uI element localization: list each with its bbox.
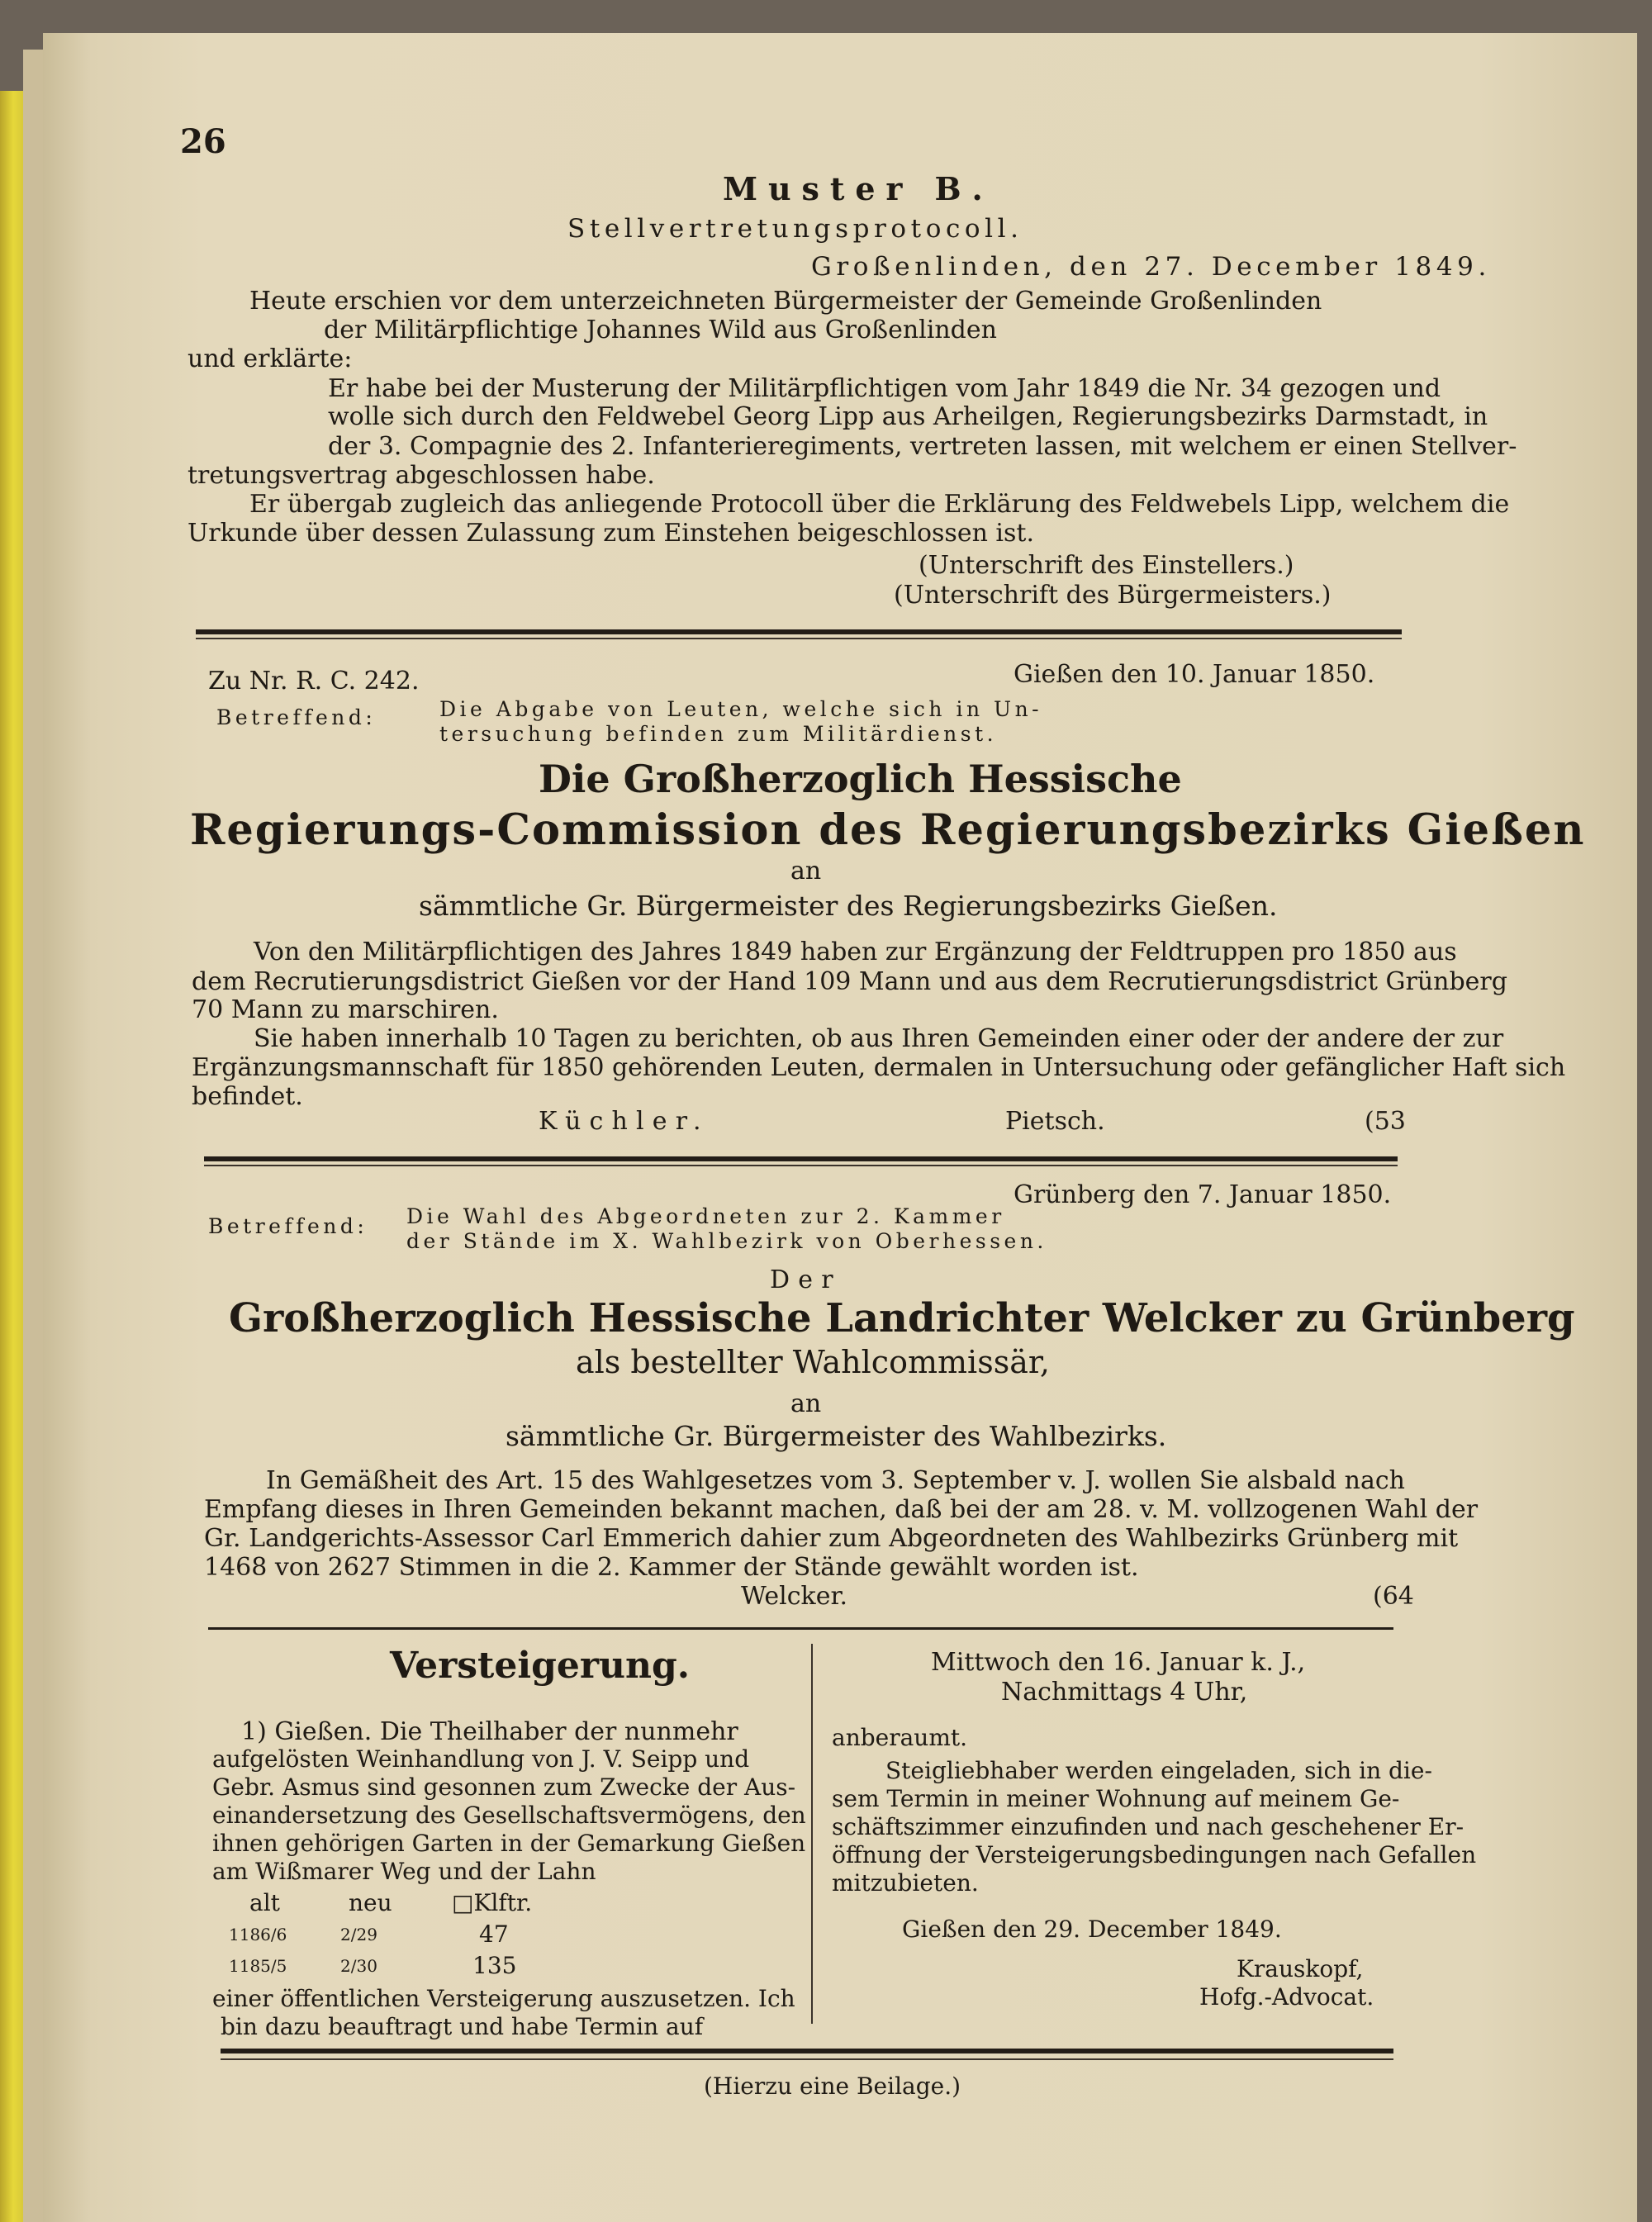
auction-left-line: 1) Gießen. Die Theilhaber der nunmehr [241, 1717, 738, 1746]
notice-line: Gr. Landgerichts-Assessor Carl Emmerich dahier zum Abgeordneten des Wahlbezirks Grünberg mit [204, 1524, 1459, 1553]
divider-rule [204, 1165, 1398, 1166]
divider-rule [196, 629, 1402, 634]
divider-rule [196, 638, 1402, 639]
auction-left-line: am Wißmarer Weg und der Lahn [212, 1858, 596, 1885]
table-header-klftr: □Klftr. [452, 1889, 533, 1916]
muster-line: Heute erschien vor dem unterzeichneten Bürgermeister der Gemeinde Großenlinden [249, 287, 1322, 316]
muster-line: der 3. Compagnie des 2. Infanterieregiments, vertreten lassen, mit welchem er einen Stellver- [328, 432, 1517, 461]
page-number: 26 [180, 122, 226, 161]
divider-rule [221, 2049, 1393, 2053]
notice-line: befindet. [192, 1082, 303, 1111]
notice-line: Empfang dieses in Ihren Gemeinden bekannt machen, daß bei der am 28. v. M. vollzogenen Wahl der [204, 1495, 1479, 1524]
notice-line: In Gemäßheit des Art. 15 des Wahlgesetzes vom 3. September v. J. wollen Sie alsbald nach [266, 1466, 1405, 1495]
auction-left-line: ihnen gehörigen Garten in der Gemarkung Gießen [212, 1830, 806, 1857]
muster-line: Urkunde über dessen Zulassung zum Einstehen beigeschlossen ist. [188, 519, 1035, 548]
notice-subheading: als bestellter Wahlcommissär, [576, 1344, 1050, 1380]
table-header-alt: alt [249, 1889, 280, 1916]
notice-an: an [790, 857, 822, 885]
notice-line: Sie haben innerhalb 10 Tagen zu berichten, ob aus Ihren Gemeinden einer oder der andere der zur [254, 1024, 1504, 1053]
divider-rule [204, 1156, 1398, 1161]
betreff-text: tersuchung befinden zum Militärdienst. [439, 722, 998, 746]
muster-line: und erklärte: [188, 344, 353, 373]
auction-right-line: öffnung der Versteigerungsbedingungen nach Gefallen [832, 1841, 1477, 1868]
auction-title: Versteigerung. [390, 1645, 691, 1687]
auction-right-line: mitzubieten. [832, 1869, 979, 1897]
notice-signer: Welcker. [741, 1582, 848, 1611]
notice-addressee: sämmtliche Gr. Bürgermeister des Regierungsbezirks Gießen. [419, 890, 1278, 922]
auction-signer: Hofg.-Advocat. [1199, 1983, 1374, 2011]
notice-date: Gießen den 10. Januar 1850. [1014, 660, 1375, 689]
muster-signature-2: (Unterschrift des Bürgermeisters.) [894, 581, 1332, 610]
notice-line: Von den Militärpflichtigen des Jahres 1849 haben zur Ergänzung der Feldtruppen pro 1850 aus [254, 938, 1457, 966]
auction-date: Gießen den 29. December 1849. [902, 1916, 1282, 1943]
table-cell-klftr: 135 [472, 1952, 517, 1979]
muster-signature-1: (Unterschrift des Einstellers.) [919, 551, 1294, 580]
table-cell-alt: 1185/5 [229, 1956, 287, 1976]
footer-note: (Hierzu eine Beilage.) [704, 2072, 961, 2100]
auction-signer: Krauskopf, [1237, 1955, 1364, 1982]
notice-line: dem Recrutierungsdistrict Gießen vor der Hand 109 Mann und aus dem Recrutierungsdistrict Grünberg [192, 967, 1507, 996]
notice-heading: Großherzoglich Hessische Landrichter Welcker zu Grünberg [229, 1295, 1575, 1341]
auction-right-line: anberaumt. [832, 1724, 968, 1751]
muster-line: tretungsvertrag abgeschlossen habe. [188, 461, 655, 490]
betreff-text: Die Abgabe von Leuten, welche sich in Un- [439, 697, 1043, 721]
notice-date: Grünberg den 7. Januar 1850. [1014, 1180, 1392, 1209]
table-cell-neu: 2/30 [340, 1956, 377, 1976]
notice-reference: Zu Nr. R. C. 242. [208, 667, 420, 696]
betreff-text: Die Wahl des Abgeordneten zur 2. Kammer [406, 1204, 1005, 1228]
auction-right-line: sem Termin in meiner Wohnung auf meinem Ge- [832, 1785, 1400, 1812]
notice-number: (64 [1373, 1582, 1414, 1611]
auction-right-line: schäftszimmer einzufinden und nach geschehener Er- [832, 1813, 1464, 1840]
divider-rule [221, 2058, 1393, 2060]
auction-left-line: Gebr. Asmus sind gesonnen zum Zwecke der Aus- [212, 1773, 796, 1801]
divider-rule [208, 1627, 1393, 1630]
auction-left-line: einer öffentlichen Versteigerung auszusetzen. Ich [212, 1985, 795, 2012]
notice-line: Ergänzungsmannschaft für 1850 gehörenden Leuten, dermalen in Untersuchung oder gefänglicher Haft sich [192, 1053, 1566, 1082]
notice-signer: Pietsch. [1005, 1107, 1105, 1136]
table-cell-neu: 2/29 [340, 1925, 377, 1944]
auction-left-line: bin dazu beauftragt und habe Termin auf [221, 2013, 704, 2040]
document-page [43, 33, 1637, 2222]
notice-der: Der [770, 1265, 842, 1294]
muster-date: Großenlinden, den 27. December 1849. [811, 252, 1491, 282]
muster-subtitle: Stellvertretungsprotocoll. [567, 214, 1023, 244]
table-cell-alt: 1186/6 [229, 1925, 287, 1944]
notice-number: (53 [1365, 1107, 1406, 1136]
auction-left-line: aufgelösten Weinhandlung von J. V. Seipp und [212, 1745, 750, 1773]
notice-signer: Küchler. [539, 1107, 710, 1136]
muster-title: Muster B. [723, 170, 994, 207]
notice-heading: Regierungs-Commission des Regierungsbezirks Gießen [190, 805, 1586, 855]
notice-line: 70 Mann zu marschiren. [192, 995, 499, 1024]
auction-right-line: Mittwoch den 16. Januar k. J., [931, 1648, 1306, 1677]
betreff-label: Betreffend: [216, 705, 377, 729]
betreff-text: der Stände im X. Wahlbezirk von Oberhessen. [406, 1229, 1047, 1253]
table-cell-klftr: 47 [479, 1921, 509, 1948]
muster-line: Er übergab zugleich das anliegende Protocoll über die Erklärung des Feldwebels Lipp, welchem die [249, 490, 1510, 519]
auction-right-line: Nachmittags 4 Uhr, [1001, 1678, 1248, 1707]
column-divider [811, 1644, 813, 2024]
auction-right-line: Steigliebhaber werden eingeladen, sich in die- [885, 1757, 1432, 1784]
muster-line: wolle sich durch den Feldwebel Georg Lipp aus Arheilgen, Regierungsbezirks Darmstadt, in [328, 402, 1488, 431]
notice-heading: Die Großherzoglich Hessische [539, 757, 1182, 801]
notice-line: 1468 von 2627 Stimmen in die 2. Kammer der Stände gewählt worden ist. [204, 1553, 1139, 1582]
notice-an: an [790, 1389, 822, 1418]
auction-left-line: einandersetzung des Gesellschaftsvermögens, den [212, 1802, 806, 1829]
muster-line: der Militärpflichtige Johannes Wild aus Großenlinden [324, 316, 997, 344]
betreff-label: Betreffend: [208, 1214, 368, 1238]
muster-line: Er habe bei der Musterung der Militärpflichtigen vom Jahr 1849 die Nr. 34 gezogen und [328, 374, 1441, 403]
notice-addressee: sämmtliche Gr. Bürgermeister des Wahlbezirks. [506, 1420, 1167, 1452]
table-header-neu: neu [349, 1889, 392, 1916]
